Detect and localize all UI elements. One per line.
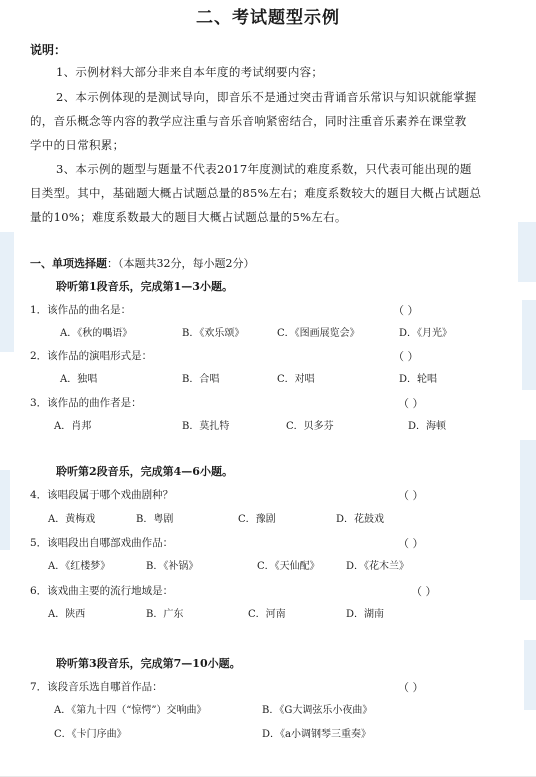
- option-a: A．陕西: [48, 609, 86, 620]
- section-title: 一、单项选择题: [30, 257, 107, 270]
- option-b: B．《G大调弦乐小夜曲》: [262, 705, 373, 716]
- watermark-shape: [524, 640, 536, 710]
- option-c: C．豫剧: [238, 514, 276, 525]
- answer-blank: （ ）: [393, 304, 419, 317]
- option-c: C．对唱: [277, 374, 315, 385]
- section-info: ：（本题共32分，每小题2分）: [107, 257, 255, 270]
- option-a: A．《红楼梦》: [48, 561, 111, 572]
- option-c: C．《图画展览会》: [277, 328, 360, 339]
- note-line: 3、本示例的题型与题量不代表2017年度测试的难度系数，只代表可能出现的题: [56, 162, 472, 176]
- option-b: B．《欢乐颂》: [182, 328, 245, 339]
- group-instruction: 聆听第3段音乐，完成第7—10小题。: [56, 657, 241, 670]
- section-heading: [30, 258, 255, 269]
- question-stem: 3．该作品的曲作者是：: [30, 397, 142, 409]
- answer-blank: （ ）: [398, 537, 424, 550]
- group-instruction: 聆听第2段音乐，完成第4—6小题。: [56, 465, 233, 478]
- question-stem: 4．该唱段属于哪个戏曲剧种？: [30, 489, 174, 501]
- group-instruction: 聆听第1段音乐，完成第1—3小题。: [56, 280, 233, 293]
- answer-blank: （ ）: [398, 397, 424, 410]
- watermark-shape: [518, 222, 536, 282]
- option-c: C．《天仙配》: [257, 561, 320, 572]
- page-title: 二、考试题型示例: [196, 8, 340, 28]
- option-a: A．肖邦: [54, 421, 92, 432]
- option-b: B．广东: [146, 609, 184, 620]
- notes-label: 说明：: [30, 43, 67, 57]
- question-stem: 7．该段音乐选自哪首作品：: [30, 681, 163, 693]
- note-line: 1、示例材料大部分非来自本年度的考试纲要内容；: [56, 65, 324, 79]
- option-d: D．花鼓戏: [336, 514, 385, 525]
- option-a: A．《秋的喁语》: [60, 328, 133, 339]
- answer-blank: （ ）: [393, 350, 419, 363]
- watermark-shape: [0, 470, 10, 550]
- question-stem: 2．该作品的演唱形式是：: [30, 350, 153, 362]
- note-line: 学中的日常积累；: [30, 138, 125, 152]
- question-stem: 5．该唱段出自哪部戏曲作品：: [30, 537, 174, 549]
- question-stem: 6．该戏曲主要的流行地域是：: [30, 585, 174, 597]
- option-b: B．粤剧: [136, 514, 174, 525]
- note-line: 2、本示例体现的是测试导向，即音乐不是通过突击背诵音乐常识与知识就能掌握: [56, 90, 477, 104]
- option-c: C．河南: [248, 609, 286, 620]
- option-d: D．湖南: [346, 609, 385, 620]
- answer-blank: （ ）: [398, 681, 424, 694]
- option-d: D．轮唱: [399, 374, 438, 385]
- note-line: 量的10%；难度系数最大的题目大概占试题总量的5%左右。: [30, 210, 347, 224]
- option-d: D．《花木兰》: [346, 561, 410, 572]
- option-c: C．贝多芬: [286, 421, 334, 432]
- option-d: D．海顿: [408, 421, 447, 432]
- option-a: A．独唱: [60, 374, 98, 385]
- note-line: 目类型。其中，基础题大概占试题总量的85%左右；难度系数较大的题目大概占试题总: [30, 186, 482, 200]
- watermark-shape: [522, 300, 536, 390]
- option-d: D．《a小调钢琴三重奏》: [262, 729, 371, 740]
- note-line: 的，音乐概念等内容的教学应注重与音乐音响紧密结合，同时注重音乐素养在课堂教: [30, 114, 467, 128]
- option-a: A．黄梅戏: [48, 514, 96, 525]
- watermark-shape: [0, 232, 14, 352]
- watermark-shape: [520, 440, 536, 600]
- option-d: D．《月光》: [399, 328, 453, 339]
- option-c: C．《卡门序曲》: [54, 729, 127, 740]
- answer-blank: （ ）: [411, 585, 437, 598]
- option-b: B．《补锅》: [146, 561, 199, 572]
- option-b: B．合唱: [182, 374, 220, 385]
- option-b: B．莫扎特: [182, 421, 230, 432]
- question-stem: 1．该作品的曲名是：: [30, 304, 132, 316]
- option-a: A．《第九十四（“惊愕”）交响曲》: [54, 705, 207, 716]
- answer-blank: （ ）: [398, 489, 424, 502]
